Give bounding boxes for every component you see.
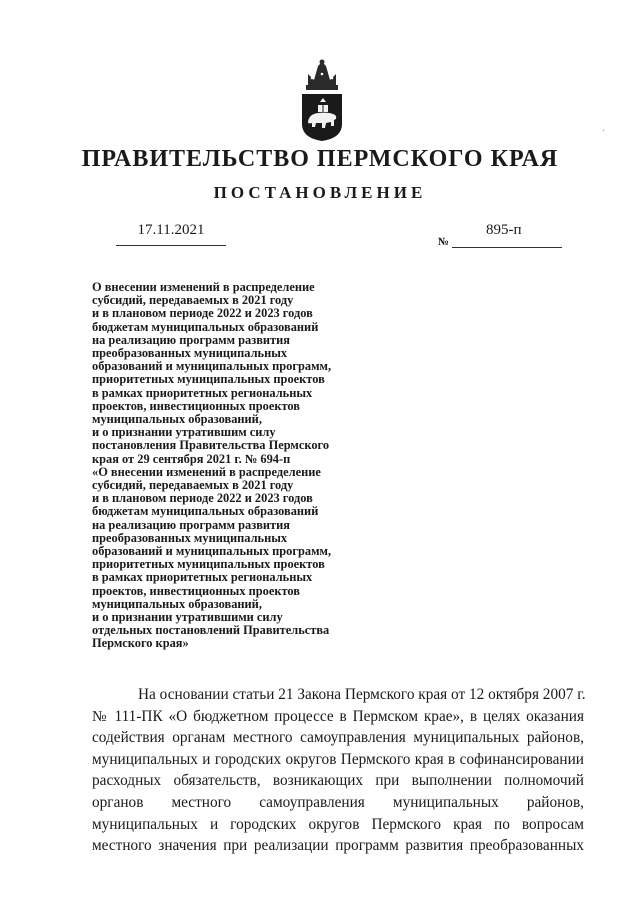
subject-line: О внесении изменений в распределение: [92, 280, 315, 294]
subject-line: «О внесении изменений в распределение: [92, 464, 321, 479]
body-line: органов местного самоуправления муниципальных районов,: [92, 793, 584, 811]
subject-line: на реализацию программ развития: [92, 517, 290, 532]
document-date-field: [116, 222, 226, 246]
coat-of-arms-icon: [298, 58, 346, 142]
margin-mark: ': [602, 128, 604, 137]
body-line: расходных обязательств, возникающих при выполнении полномочий: [92, 772, 584, 790]
body-line: На основании статьи 21 Закона Пермского края от 12 октября 2007 г.: [138, 686, 586, 703]
date-underline: [116, 245, 226, 246]
subject-line: края от 29 сентября 2021 г. № 694-п: [92, 451, 291, 466]
document-number: 895-п: [486, 222, 522, 238]
subject-line: субсидий, передаваемых в 2021 году: [92, 478, 294, 493]
subject-line: субсидий, передаваемых в 2021 году: [92, 293, 294, 308]
subject-line: и о признании утратившими силу: [92, 610, 283, 625]
body-line: местного значения при реализации программ развития преобразованных: [92, 837, 584, 855]
subject-line: и в плановом периоде 2022 и 2023 годов: [92, 306, 313, 321]
subject-line: муниципальных образований,: [92, 412, 262, 427]
subject-line: на реализацию программ развития: [92, 332, 290, 347]
body-line: муниципальных и городских округов Пермского края в софинансировании: [92, 750, 584, 768]
document-type: ПОСТАНОВЛЕНИЕ: [213, 183, 427, 202]
subject-line: образований и муниципальных программ,: [92, 544, 332, 559]
subject-line: и в плановом периоде 2022 и 2023 годов: [92, 491, 313, 506]
subject-line: и о признании утратившим силу: [92, 425, 276, 440]
subject-line: проектов, инвестиционных проектов: [92, 398, 300, 413]
subject-line: Пермского края»: [92, 636, 189, 651]
body-line: № 111-ПК «О бюджетном процессе в Пермском крае», в целях оказания: [92, 707, 584, 725]
subject-line: муниципальных образований,: [92, 596, 262, 611]
document-subject: [92, 281, 402, 651]
organization-title: ПРАВИТЕЛЬСТВО ПЕРМСКОГО КРАЯ: [81, 146, 559, 172]
subject-line: проектов, инвестиционных проектов: [92, 583, 300, 598]
subject-line: бюджетам муниципальных образований: [92, 504, 319, 519]
document-body: [92, 684, 584, 857]
subject-line: в рамках приоритетных региональных: [92, 570, 313, 585]
subject-line: отдельных постановлений Правительства: [92, 623, 330, 638]
subject-line: приоритетных муниципальных проектов: [92, 372, 325, 387]
body-line: муниципальных и городских округов Пермского края по вопросам: [92, 815, 584, 833]
subject-line: в рамках приоритетных региональных: [92, 385, 313, 400]
number-sign: №: [438, 236, 450, 248]
body-line: содействия органам местного самоуправления муниципальных районов,: [92, 729, 584, 747]
subject-line: преобразованных муниципальных: [92, 530, 288, 545]
number-underline: [452, 247, 562, 248]
subject-line: образований и муниципальных программ,: [92, 359, 332, 374]
subject-line: приоритетных муниципальных проектов: [92, 557, 325, 572]
document-date: 17.11.2021: [137, 222, 205, 238]
subject-line: преобразованных муниципальных: [92, 346, 288, 361]
subject-line: постановления Правительства Пермского: [92, 438, 330, 453]
subject-line: бюджетам муниципальных образований: [92, 319, 319, 334]
